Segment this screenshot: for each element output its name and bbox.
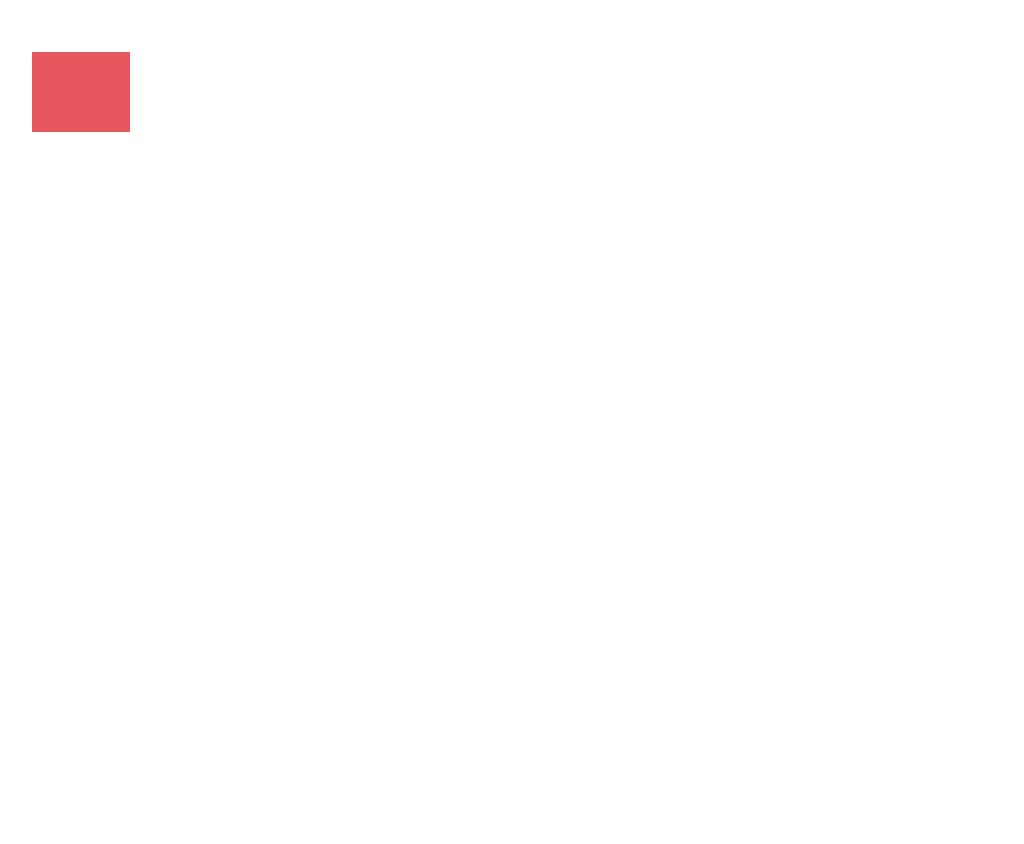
curriculum-flow-label (32, 52, 130, 132)
